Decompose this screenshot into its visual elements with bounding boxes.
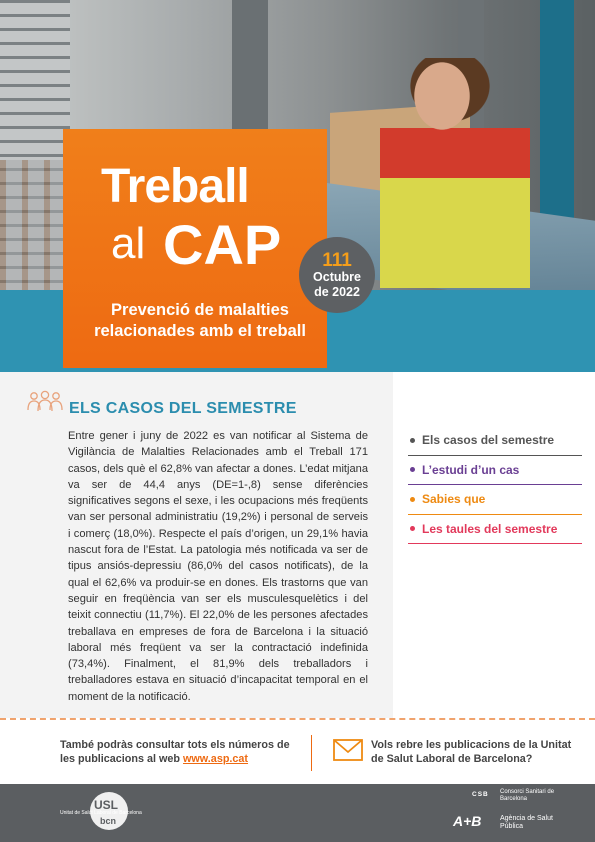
web-notice-text: També podràs consultar tots els números de les publicacions al web [60, 739, 290, 765]
issue-month: Octubre [313, 270, 361, 285]
issue-badge [299, 237, 375, 313]
bullet-icon [410, 526, 415, 531]
publication-title-cap: CAP [163, 213, 282, 276]
asp-link[interactable]: www.asp.cat [183, 753, 249, 765]
issue-year: de 2022 [314, 284, 360, 299]
menu-item-label: Les taules del semestre [422, 521, 558, 536]
usl-bcn: bcn [100, 816, 117, 826]
section-title: ELS CASOS DEL SEMESTRE [69, 400, 297, 417]
publication-subtitle: Prevenció de malalties relacionades amb el treball [94, 301, 306, 341]
section-body: Entre gener i juny de 2022 es van notificar al Sistema de Vigilància de Malalties Relacionades amb el Treball 171 casos, dels què el 62,8% van afectar a dones. L’edat mitjana va ser de 44,4 anys (DE=1-,8) sense diferències significatives segons el sexe, i les ocupacions més freqüents van ser personal administratiu (19,2%) i personal de serveis i comerç (18,0%). Respecte el país d’origen, un 29,1% havia nascut fora de l’Estat. La patologia més notificada va ser de tipus ansiós-depressiu (86,0% del casos notificats), de la qual el 62,6% va produir-se en dones. Els trastorns que van seguir en freqüència van ser els musculesquelètics i del teixit connectiu (11,7%). El 22,0% de les persones afectades treballava en empreses de fora de Barcelona i la situació laboral més freqüent va ser la contractació indefinida (73,4%). Finalment, el 81,9% dels treballadors i treballadores estava en situació d’incapacitat temporal en el moment de la notificació. [68, 430, 368, 703]
menu-item-estudi[interactable] [408, 456, 582, 486]
contents-menu [408, 426, 582, 544]
menu-item-label: L’estudi d’un cas [422, 462, 520, 477]
divider-vertical [311, 735, 312, 771]
bullet-icon [410, 467, 415, 472]
bullet-icon [410, 497, 415, 502]
menu-item-casos[interactable] [408, 426, 582, 456]
subscribe-notice: Vols rebre les publicacions de la Unitat de Salut Laboral de Barcelona? [371, 739, 572, 765]
people-icon [27, 390, 63, 414]
menu-item-taules[interactable] [408, 515, 582, 545]
usl-name: Unitat de Salut Laboral de Barcelona [60, 810, 142, 816]
menu-item-label: Els casos del semestre [422, 433, 555, 448]
menu-item-sabies[interactable] [408, 485, 582, 515]
sidebar [393, 372, 595, 718]
issue-number: 111 [322, 250, 352, 272]
usl-logo [60, 790, 160, 836]
publication-title-line1: Treball [101, 160, 249, 213]
envelope-icon[interactable] [333, 739, 363, 761]
menu-item-label: Sabies que [422, 492, 486, 507]
divider [0, 718, 595, 720]
asp-name: Agència de Salut Pública [500, 815, 553, 830]
csb-logo: CSB [472, 791, 489, 798]
publication-title-al: al [111, 219, 146, 268]
web-notice [60, 738, 306, 766]
usl-abbr: USL [94, 798, 118, 812]
photo-worker [380, 58, 530, 288]
bullet-icon [410, 438, 415, 443]
asp-logo: A+B [453, 813, 482, 829]
csb-name: Consorci Sanitari de Barcelona [500, 789, 555, 802]
